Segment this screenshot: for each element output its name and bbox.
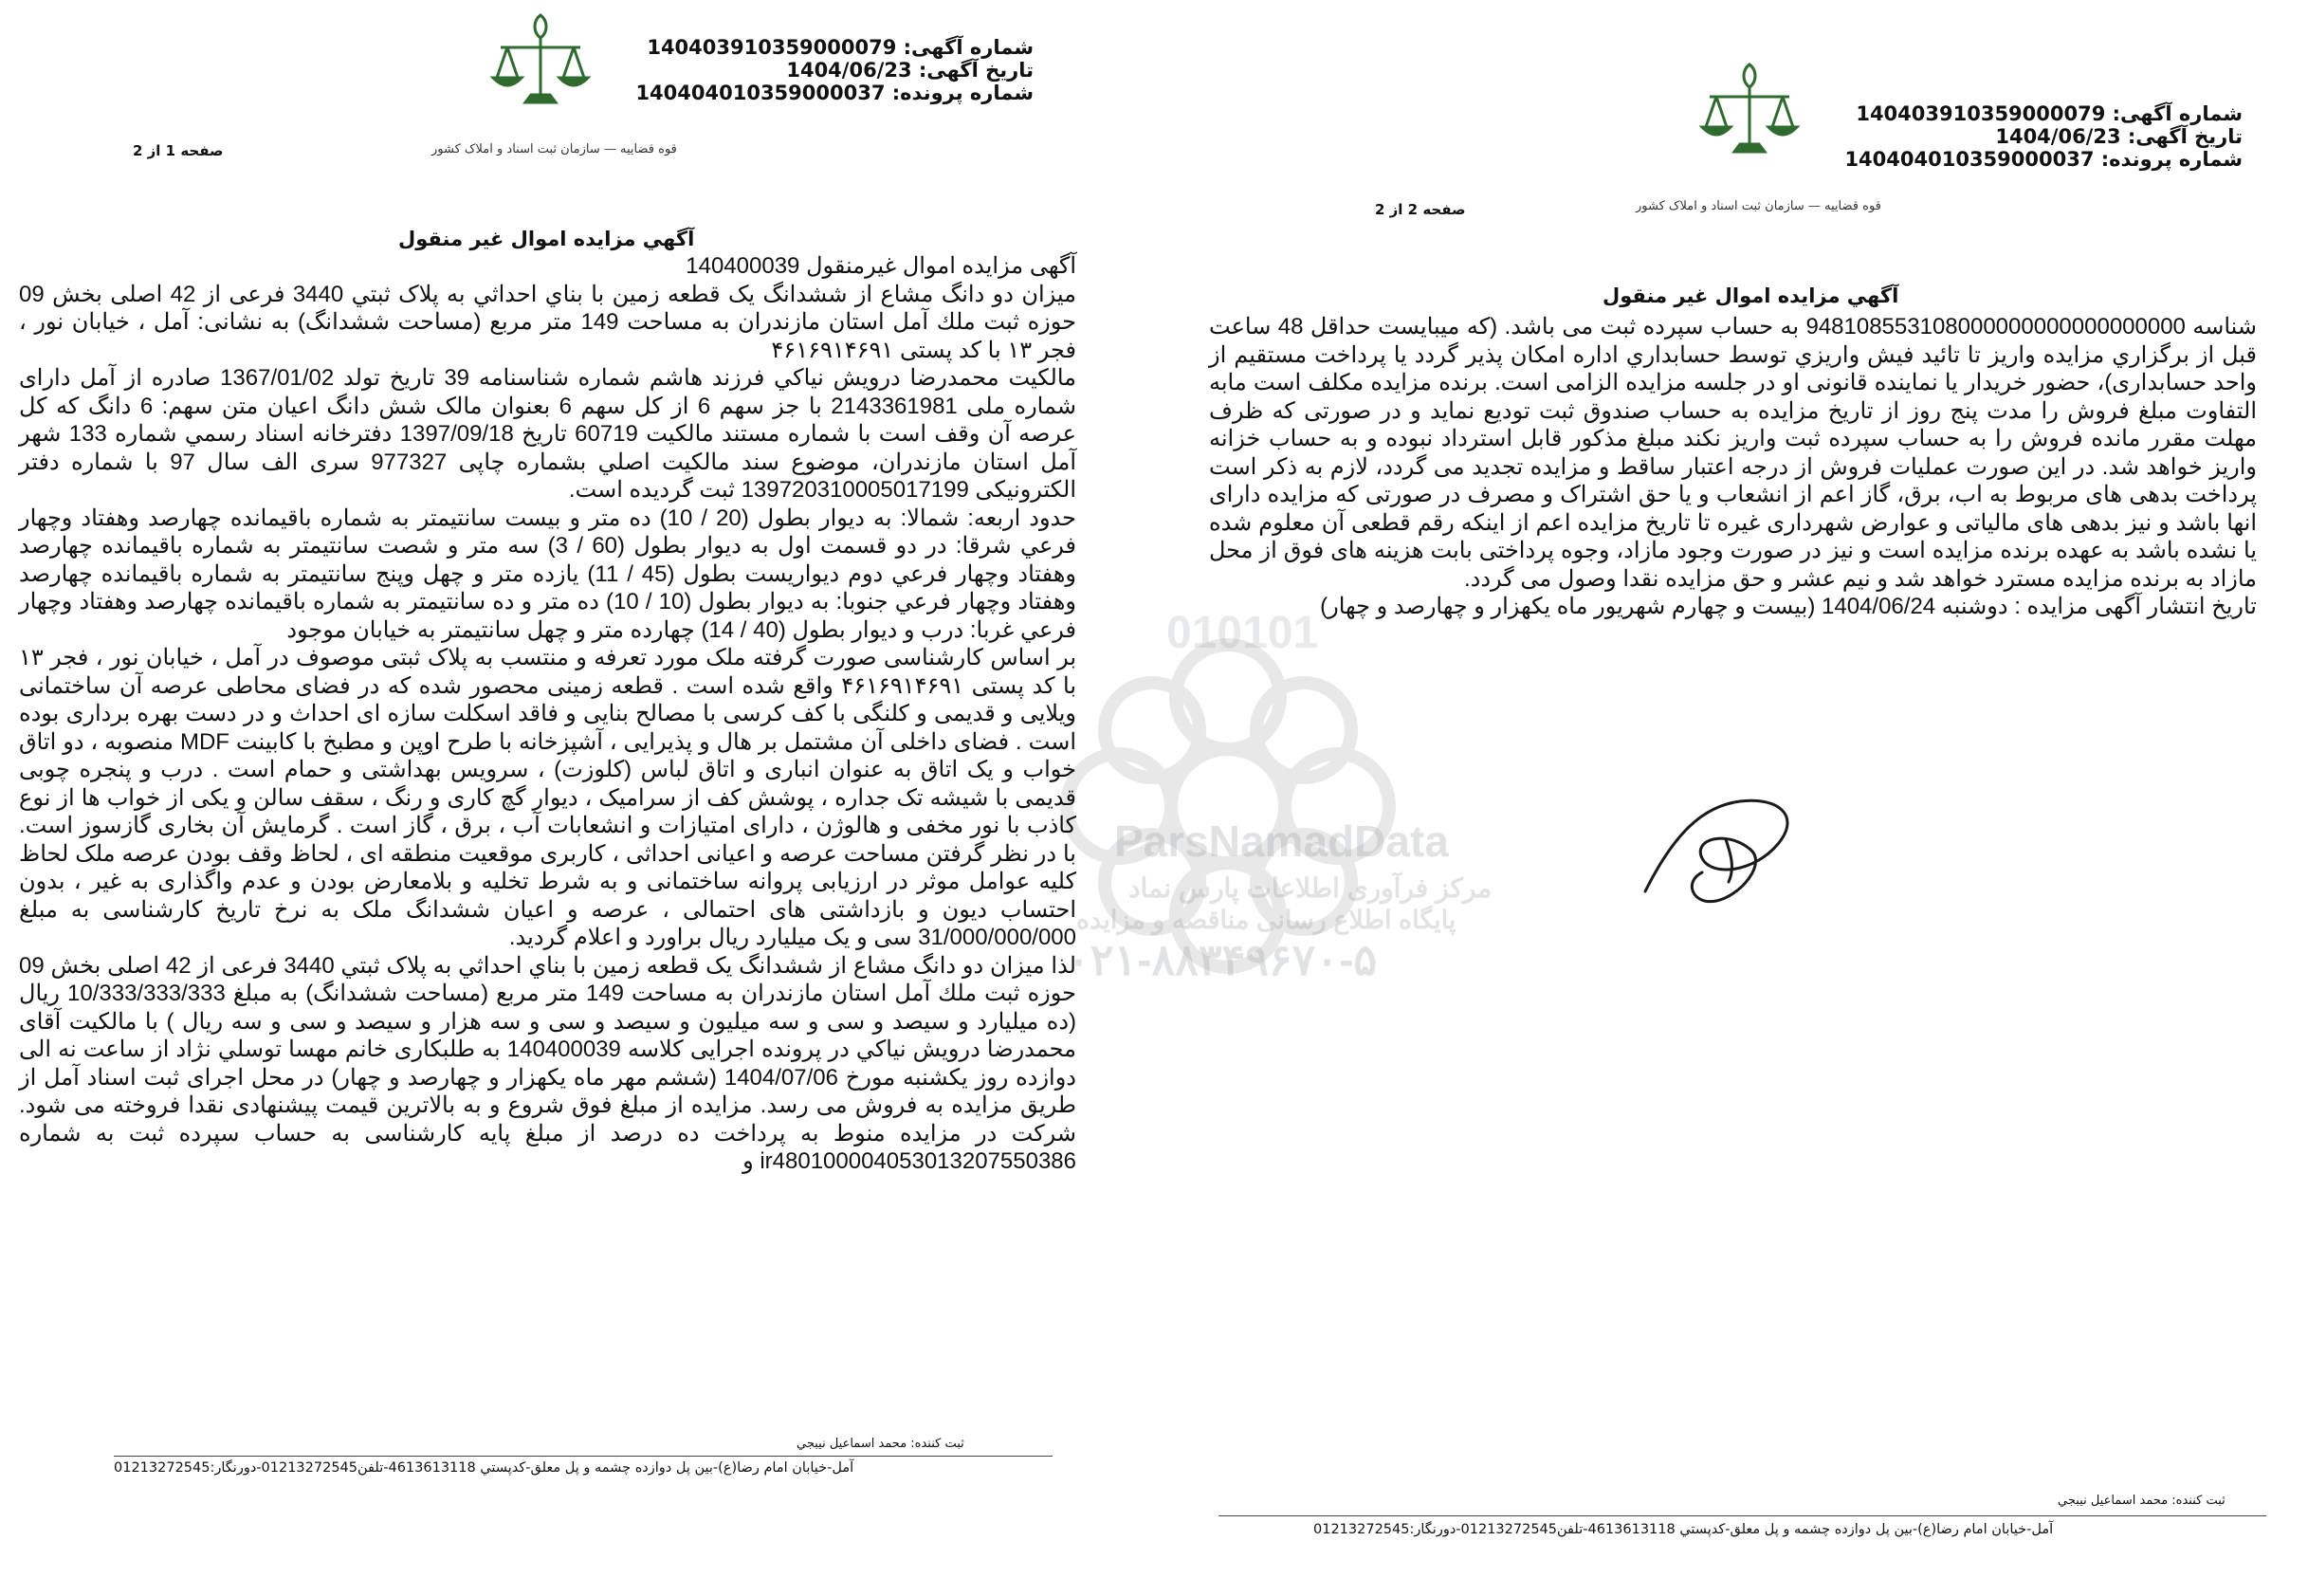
page-indicator: صفحه 1 از 2	[133, 142, 224, 159]
notice-body	[19, 252, 1076, 1176]
paragraph: ميزان دو دانگ مشاع از ششدانگ يک قطعه زمين با بناي احداثي به پلاک ثبتي 3440 فرعی از 42 اصلی بخش 09 حوزه ثبت ملك آمل استان مازندران به مساحت 149 متر مربع (مساحت ششدانگ) به نشانی: آمل ، خيابان نور ، فجر ۱۳ با کد پستی ۴۶۱۶۹۱۴۶۹۱	[19, 281, 1077, 363]
watermark-tagline: مرکز فرآوری اطلاعات پارس نماد	[1128, 873, 1493, 903]
ad-meta	[1844, 102, 2243, 171]
emblem-caption: قوه قضاییه — سازمان ثبت اسناد و املاک کشور	[431, 142, 677, 156]
office-address: آمل-خيابان امام رضا(ع)-بين پل دوازده چشمه و پل معلق-كدپستي 4613613118-تلفن01213272545-دورنگار:01213272545	[1313, 1522, 2054, 1537]
office-address: آمل-خيابان امام رضا(ع)-بين پل دوازده چشمه و پل معلق-كدپستي 4613613118-تلفن01213272545-دورنگار:01213272545	[114, 1460, 854, 1476]
judiciary-emblem	[1693, 57, 1806, 190]
watermark-digits: 010101	[1166, 608, 1319, 658]
signature-icon	[1636, 778, 1825, 920]
judiciary-emblem	[484, 8, 597, 140]
ad-number: شماره آگهی: 140403910359000079	[1856, 102, 2243, 125]
ad-meta	[635, 36, 1034, 104]
paragraph: لذا ميزان دو دانگ مشاع از ششدانگ يک قطعه زمين با بناي احداثي به پلاک ثبتي 3440 فرعی از 42 اصلی بخش 09 حوزه ثبت ملك آمل استان مازندران به مساحت 149 متر مربع (مساحت ششدانگ) به مبلغ 10/333/333/333 ريال (ده میلیارد و سیصد و سی و سه میلیون و سیصد و سی و سه هزار و سیصد و سی و سه ریال ) با مالکيت آقای محمدرضا درويش نياکي در پرونده اجرايی کلاسه 140400039 به طلبکاری خانم مهسا توسلي نژاد از ساعت نه الی دوازده روز يکشنبه مورخ 1404/07/06 (ششم مهر ماه یکهزار و چهارصد و چهار) در محل اجرای ثبت اسناد آمل از طريق مزايده به فروش می رسد. مزایده از مبلغ فوق شروع و به بالاترين قيمت پيشنهادی نقدا فروخته می شود. شرکت در مزايده منوط به پرداخت ده درصد از مبلغ پايه کارشناسی به حساب سپرده ثبت به شماره ir480100004053013207550386 و	[19, 952, 1077, 1174]
footer-divider	[1218, 1515, 2266, 1516]
case-number: شماره پرونده: 140404010359000037	[1844, 148, 2243, 171]
page-1	[0, 0, 1086, 1596]
paragraph: بر اساس کارشناسی صورت گرفته ملک مورد تعرفه و منتسب به پلاک ثبتی موصوف در آمل ، خیابان نور ، فجر ۱۳ با کد پستی ۴۶۱۶۹۱۴۶۹۱ واقع شده است . قطعه زمینی محصور شده که در فضای محاطی عرصه آن ساختمانی ویلایی و قدیمی و کلنگی با کف کرسی با مصالح بنایی و فاقد اسکلت سازه ای احداث و در دست بهره برداری بوده است . فضای داخلی آن مشتمل بر هال و پذیرایی ، آشپزخانه با طرح اوپن و مطبخ با کابینت MDF منصوبه ، دو اتاق خواب و یک اتاق به عنوان انباری و اتاق لباس (کلوزت) ، سرویس بهداشتی و حمام است . درب و پنجره چوبی قدیمی با شیشه تک جداره ، پوشش کف از سرامیک ، دیوار گچ کاری و رنگ ، سقف سالن و یکی از خواب ها از نوع کاذب با نور مخفی و هالوژن ، دارای امتیازات و انشعابات آب ، برق ، گاز است . گرمایش آن بخاری گازسوز است. با در نظر گرفتن مساحت عرصه و اعیانی احداثی ، کاربری موقعیت منطقه ای ، لحاظ وقف بودن عرصه ملک لحاظ کلیه عوامل موثر در ارزیابی پروانه ساختمانی و به شرط تخلیه و بلامعارض بودن و عدم واگذاری به غیر ، بدون احتساب دیون و بازداشتی های احتمالی ، عرصه و اعیان ششدانگ ملک به نرخ تاریخ کارشناسی به مبلغ 31/000/000/000 سی و یک میلیارد ریال براورد و اعلام گردید.	[19, 645, 1077, 950]
registrar: ثبت کننده: محمد اسماعيل نيبجي	[797, 1437, 964, 1451]
ad-number: شماره آگهی: 140403910359000079	[647, 36, 1034, 59]
paragraph: آگهی مزایده اموال غیرمنقول 140400039	[686, 253, 1076, 279]
registrar: ثبت کننده: محمد اسماعيل نيبجي	[2058, 1494, 2226, 1508]
page-title: آگهي مزايده اموال غير منقول	[398, 228, 695, 250]
paragraph: مالکيت محمدرضا درويش نياکي فرزند هاشم شماره شناسنامه 39 تاريخ تولد 1367/01/02 صادره از آمل دارای شماره ملی 2143361981 با جز سهم 6 از کل سهم 6 بعنوان مالک شش دانگ اعيان متن سهم: 6 دانگ که کل عرصه آن وقف است با شماره مستند مالکيت 60719 تاريخ 1397/09/18 دفترخانه اسناد رسمي شماره 133 شهر آمل استان مازندران، موضوع سند مالکيت اصلي بشماره چاپی 977327 سری الف سال 97 با شماره دفتر الکترونیکی 139720310005017199 ثبت گرديده است.	[19, 365, 1076, 503]
watermark-subtitle: پایگاه اطلاع رسانی مناقصه و مزایده	[1076, 906, 1456, 934]
paragraph: حدود اربعه: شمالا: به ديوار بطول (20 / 10) ده متر و بيست سانتيمتر به شماره باقيمانده چهارصد وهفتاد وچهار فرعي شرقا: در دو قسمت اول به ديوار بطول (60 / 3) سه متر و شصت سانتيمتر به شماره باقيمانده چهارصد وهفتاد وچهار فرعي دوم ديواريست بطول (45 / 11) يازده متر و چهل وپنج سانتيمتر به شماره باقيمانده چهارصد وهفتاد وچهار فرعي جنوبا: به ديوار بطول (10 / 10) ده متر و ده سانتيمتر به شماره باقيمانده چهارصد وهفتاد وچهار فرعي غربا: درب و ديوار بطول (40 / 14) چهارده متر و چهل سانتيمتر به خيابان موجود	[19, 504, 1077, 643]
scales-of-justice-icon	[1693, 57, 1806, 190]
paragraph: شناسه 948108553108000000000000000000 به حساب سپرده ثبت می باشد. (که میبایست حداقل 48 ساعت قبل از برگزاري مزايده واريز تا تائيد فيش واريزي توسط حسابداري اداره امکان پذير گردد يا پرداخت مستقيم از واحد حسابداری)، حضور خريدار يا نماينده قانونی او در جلسه مزايده الزامی است. برنده مزايده مکلف است مابه التفاوت مبلغ فروش را مدت پنج روز از تاريخ مزايده به حساب صندوق ثبت توديع نمايد و در صورتی که ظرف مهلت مقرر مانده فروش را به حساب سپرده ثبت واريز نکند مبلغ مذکور قابل استرداد نبوده و به حساب خزانه واريز خواهد شد. در اين صورت عمليات فروش از درجه اعتبار ساقط و مزايده تجديد می گردد، لازم به ذکر است پرداخت بدهی های مربوط به اب، برق، گاز اعم از انشعاب و يا حق اشتراک و مصرف در صورتی که مزايده دارای انها باشد و نيز بدهی های مالياتی و عوارض شهرداری غيره تا تاريخ مزايده اعم از اينکه رقم قطعی آن معلوم شده يا نشده باشد به عهده برنده مزايده است و نيز در صورت وجود مازاد، وجوه پرداختی بابت هزينه های فوق از محل مازاد به برنده مزايده مسترد خواهد شد و نيم عشر و حق مزايده نقدا وصول می گردد.	[1209, 314, 2257, 592]
ad-date: تاريخ آگهی: 1404/06/23	[1995, 125, 2243, 148]
page-title: آگهي مزايده اموال غير منقول	[1603, 284, 1899, 307]
watermark-brand: ParsNamadData	[1114, 816, 1449, 866]
scales-of-justice-icon	[484, 8, 597, 140]
paragraph: تاريخ انتشار آگهی مزايده : دوشنبه 1404/06/24 (بيست و چهارم شهريور ماه يکهزار و چهارصد و چهار)	[1320, 594, 2257, 619]
case-number: شماره پرونده: 140404010359000037	[635, 82, 1034, 104]
notice-body	[1209, 313, 2257, 621]
emblem-caption: قوه قضاییه — سازمان ثبت اسناد و املاک کشور	[1636, 199, 1881, 213]
footer-divider	[114, 1456, 1053, 1457]
ad-date: تاريخ آگهی: 1404/06/23	[786, 59, 1034, 82]
page-indicator: صفحه 2 از 2	[1375, 201, 1466, 218]
watermark-phone: ۰۲۱-۸۸۳۴۹۶۷۰-۵	[1067, 935, 1378, 984]
